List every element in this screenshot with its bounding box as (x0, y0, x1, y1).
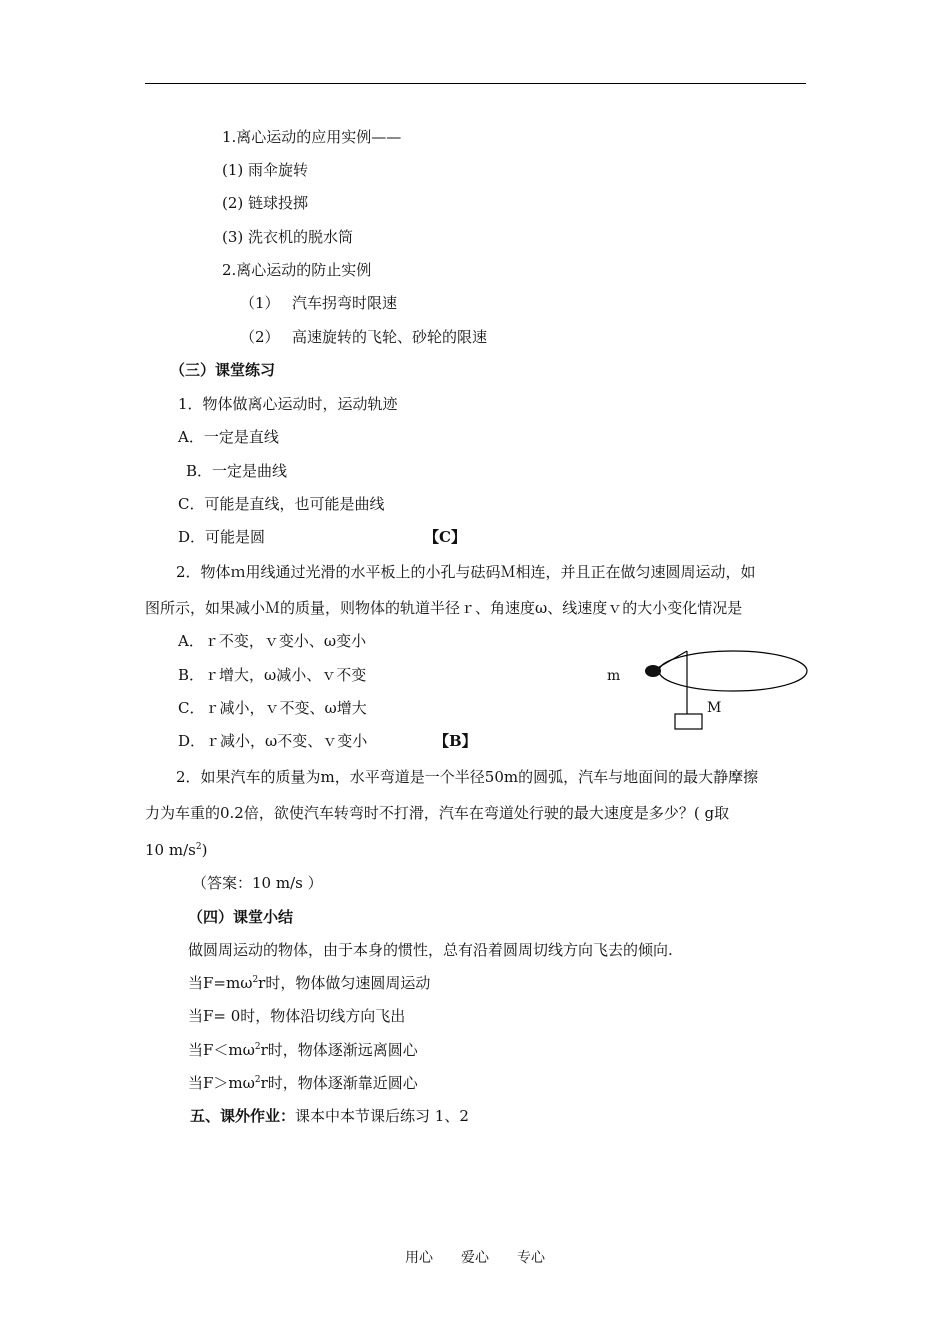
q2-option-a: A．ｒ不变，ｖ变小、ω变小 (178, 632, 367, 650)
q2-stem-line2: 图所示，如果减小Ｍ的质量，则物体的轨道半径ｒ、角速度ω、线速度ｖ的大小变化情况是 (145, 599, 743, 617)
prevention-item-1-text: 汽车拐弯时限速 (292, 294, 398, 312)
q3-units: 10 m/s (145, 841, 196, 859)
q3-paren: ) (201, 841, 208, 859)
q2-option-b: B．ｒ增大，ω减小、ｖ不变 (178, 666, 367, 684)
page-footer: 用心 爱心 专心 (405, 1250, 545, 1266)
mass-m-ball (645, 665, 661, 677)
prevention-item-1-number: （1） (240, 294, 280, 312)
homework-label: 五、课外作业： (190, 1107, 296, 1125)
summary-intro: 做圆周运动的物体，由于本身的惯性，总有沿着圆周切线方向飞去的倾向. (188, 941, 673, 959)
q3-line2: 力为车重的0.2倍，欲使汽车转弯时不打滑，汽车在弯道处行驶的最大速度是多少？( g取 (145, 804, 730, 822)
weight-M-block (675, 714, 702, 729)
label-m: m (607, 668, 621, 684)
q1-option-d: D．可能是圆 (178, 528, 266, 546)
q1-option-a: A．一定是直线 (178, 428, 279, 446)
q2-option-d: D．ｒ减小，ω不变、ｖ变小 (178, 732, 368, 750)
summary-heading: （四）课堂小结 (188, 908, 294, 926)
application-item-2: (2) 链球投掷 (222, 194, 309, 212)
homework-text: 课本中本节课后练习 1、2 (295, 1107, 469, 1125)
application-item-1: (1) 雨伞旋转 (222, 161, 309, 179)
homework-line (190, 1106, 469, 1126)
q1-answer: 【C】 (424, 528, 466, 546)
header-rule (145, 83, 806, 84)
summary-case-3: 当$F<m\omega^2r$时，物体逐渐远离圆心 (188, 1041, 418, 1059)
summary-case-4: 当$F>m\omega^2r$时，物体逐渐靠近圆心 (188, 1074, 418, 1092)
q1-option-b: B．一定是曲线 (186, 462, 288, 480)
q3-superscript: 2 (195, 842, 202, 852)
q2-stem-line1: 2．物体ｍ用线通过光滑的水平板上的小孔与砝码Ｍ相连，并且正在做匀速圆周运动，如 (176, 563, 756, 581)
orbit-ellipse (659, 651, 807, 691)
application-item-3: (3) 洗衣机的脱水筒 (222, 228, 354, 246)
applications-heading: 1.离心运动的应用实例—— (222, 128, 402, 146)
practice-heading: （三）课堂练习 (170, 361, 276, 379)
prevention-item-2-text: 高速旋转的飞轮、砂轮的限速 (292, 328, 488, 346)
q2-figure (600, 634, 810, 738)
q2-option-c: C．ｒ减小，ｖ不变、ω增大 (178, 699, 367, 717)
q3-line3 (145, 840, 207, 860)
summary-case-1: 当$F=m\omega^2r$时，物体做匀速圆周运动 (188, 974, 431, 992)
label-M: M (707, 700, 722, 716)
q3-line1: 2．如果汽车的质量为m，水平弯道是一个半径50m的圆弧，汽车与地面间的最大静摩擦 (176, 768, 759, 786)
q2-figure-drawing (600, 634, 810, 738)
prevention-item-2-number: （2） (240, 328, 280, 346)
q1-stem: 1．物体做离心运动时，运动轨迹 (178, 395, 398, 413)
q2-answer: 【B】 (434, 732, 477, 750)
q3-answer: （答案：10 m/s ） (192, 874, 323, 892)
q1-option-c: C．可能是直线，也可能是曲线 (178, 495, 385, 513)
summary-case-2: 当F= 0时，物体沿切线方向飞出 (188, 1007, 406, 1025)
prevention-heading: 2.离心运动的防止实例 (222, 261, 372, 279)
